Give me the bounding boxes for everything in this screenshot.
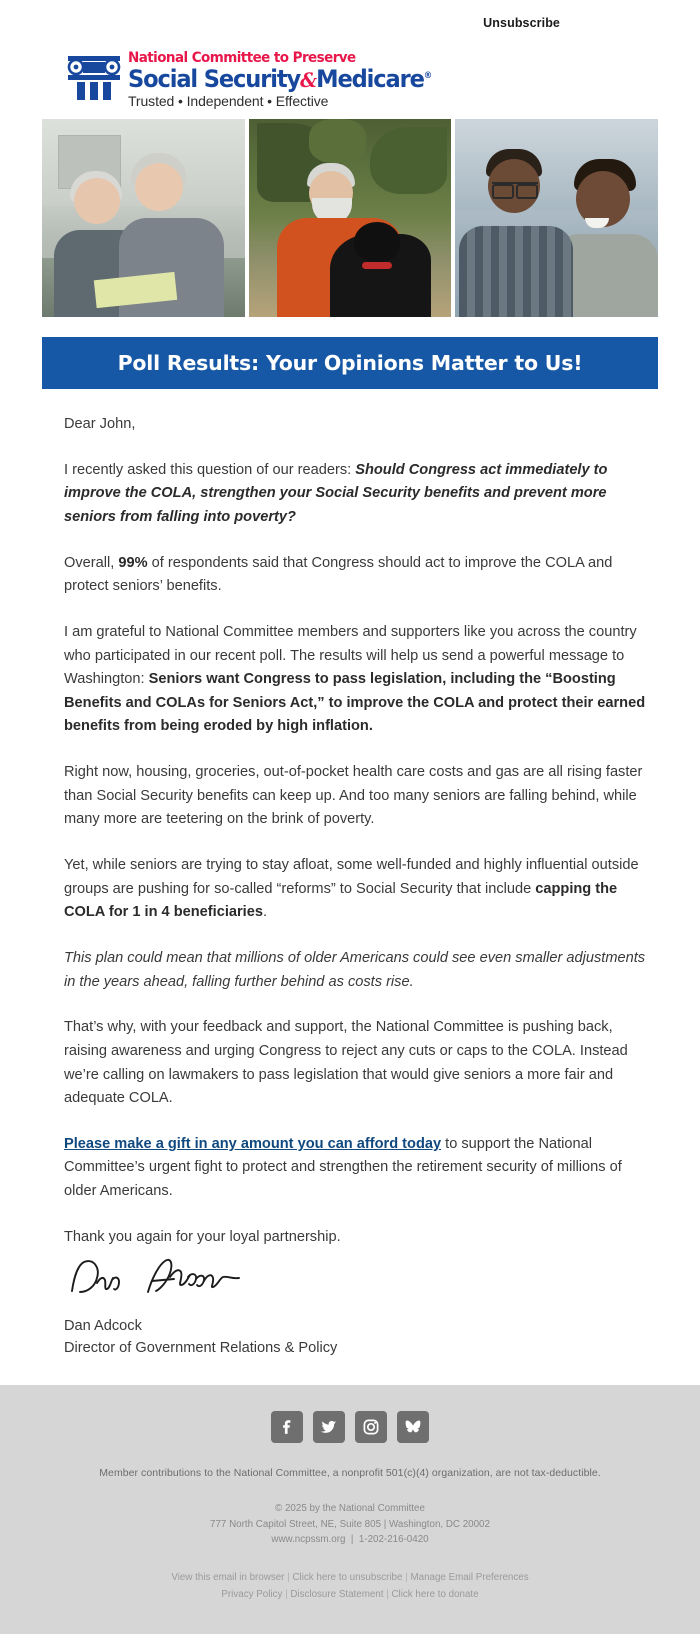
street-address: 777 North Capitol Street, NE, Suite 805 | Washington, DC 20002 [210, 1518, 490, 1530]
paragraph-result [64, 552, 654, 599]
hero-photo-2 [249, 119, 452, 317]
poll-question: Should Congress act immediately to improve the COLA, strengthen your Social Security benefits and prevent more seniors from falling into poverty? [64, 461, 608, 525]
title-banner [42, 337, 658, 389]
preheader [0, 0, 700, 44]
result-suffix: of respondents said that Congress should act to improve the COLA and protect seniors’ benefits. [64, 554, 613, 595]
email-footer [0, 1385, 700, 1634]
paragraph-pushback: That’s why, with your feedback and support, the National Committee is pushing back, raising awareness and urging Congress to reject any cuts or caps to the COLA. Instead we’re calling on lawmakers to pass legislation that would give seniors a more fair and adequate COLA. [64, 1019, 628, 1107]
signer-block [0, 1310, 700, 1384]
logo-line-2 [128, 64, 433, 93]
website-link[interactable]: www.ncpssm.org [271, 1534, 346, 1546]
poll-result-stat: 99% [118, 554, 148, 571]
phone-number: 1-202-216-0420 [358, 1534, 429, 1546]
privacy-policy-link[interactable]: Privacy Policy [221, 1589, 283, 1601]
logo-ampersand: & [300, 67, 317, 92]
hero-photo-3 [455, 119, 658, 317]
paragraph-costs: Right now, housing, groceries, out-of-pocket health care costs and gas are all rising faster than Social Security benefits can keep up. And too many seniors are falling behind, while many more are teetering on the brink of poverty. [64, 764, 643, 828]
footer-links-row-1 [40, 1570, 660, 1587]
reforms-emphasis: capping the COLA for 1 in 4 beneficiaries [64, 880, 618, 921]
reforms-period: . [262, 904, 268, 921]
gratitude-text: I am grateful to National Committee members and supporters like you across the country who participated in our recent poll. The results will help us send a powerful message to Washington: [64, 623, 637, 688]
contact-separator: | [345, 1534, 359, 1546]
tax-disclaimer: Member contributions to the National Committee, a nonprofit 501(c)(4) organization, are not tax-deductible. [99, 1466, 601, 1479]
signer-title: Director of Government Relations & Policy [64, 1339, 338, 1356]
registered-trademark-icon: ® [423, 70, 433, 81]
footer-links [40, 1570, 660, 1604]
ncpssm-logo[interactable] [66, 50, 700, 109]
logo-block [0, 44, 700, 119]
paragraph-reforms [64, 854, 654, 925]
contact-line [40, 1532, 660, 1548]
hero-photo-strip [0, 119, 700, 317]
bluesky-icon[interactable] [397, 1411, 429, 1443]
donate-ask-rest: to support the National Committee’s urgent fight to protect and strengthen the retirement security of millions of older Americans. [64, 1135, 622, 1200]
unsubscribe-link[interactable]: Unsubscribe [483, 16, 560, 30]
footer-unsubscribe-link[interactable]: Click here to unsubscribe [292, 1572, 403, 1584]
result-prefix: Overall, [64, 554, 119, 571]
link-separator: | [402, 1572, 411, 1584]
view-in-browser-link[interactable]: View this email in browser [171, 1572, 285, 1584]
link-separator: | [383, 1589, 392, 1601]
plan-impact-italic: This plan could mean that millions of older Americans could see even smaller adjustments in the years ahead, falling further behind as costs rise. [64, 949, 646, 990]
facebook-icon[interactable] [271, 1411, 303, 1443]
handwritten-signature-icon [64, 1251, 700, 1304]
paragraph-question [64, 459, 654, 530]
link-separator: | [282, 1589, 291, 1601]
donate-footer-link[interactable]: Click here to donate [391, 1589, 479, 1601]
logo-medicare: Medicare [316, 64, 424, 93]
gratitude-emphasis: Seniors want Congress to pass legislation, including the “Boosting Benefits and COLAs for Seniors Act,” to improve the COLA and protect their earned benefits from being eroded by high inflation. [64, 671, 646, 735]
salutation: Dear John, [64, 416, 136, 433]
copyright-line: © 2025 by the National Committee [275, 1502, 425, 1514]
signer-name: Dan Adcock [64, 1318, 142, 1335]
logo-line-1: National Committee to Preserve [128, 50, 356, 66]
donate-link[interactable]: Please make a gift in any amount you can afford today [64, 1135, 442, 1152]
paragraph-gratitude [64, 621, 654, 739]
disclosure-statement-link[interactable]: Disclosure Statement [290, 1589, 384, 1601]
hero-photo-1 [42, 119, 245, 317]
signature-block [0, 1249, 700, 1310]
instagram-icon[interactable] [355, 1411, 387, 1443]
paragraph-donate-ask [64, 1133, 654, 1204]
social-links [40, 1411, 660, 1443]
question-lead: I recently asked this question of our readers: [64, 461, 356, 478]
page-title: Poll Results: Your Opinions Matter to Us! [117, 351, 583, 376]
column-capitol-icon [66, 50, 122, 102]
footer-links-row-2 [40, 1587, 660, 1604]
paragraph-thanks: Thank you again for your loyal partnership. [64, 1228, 341, 1245]
paragraph-plan-impact [64, 947, 654, 994]
link-separator: | [284, 1572, 293, 1584]
reforms-text: Yet, while seniors are trying to stay afloat, some well-funded and highly influential outside groups are pushing for so-called “reforms” to Social Security that include [64, 857, 639, 897]
twitter-icon[interactable] [313, 1411, 345, 1443]
manage-preferences-link[interactable]: Manage Email Preferences [410, 1572, 529, 1584]
logo-social-security: Social Security [128, 64, 301, 93]
logo-tagline: Trusted • Independent • Effective [128, 92, 329, 109]
letter-body [0, 389, 700, 1249]
org-address-block [40, 1501, 660, 1549]
